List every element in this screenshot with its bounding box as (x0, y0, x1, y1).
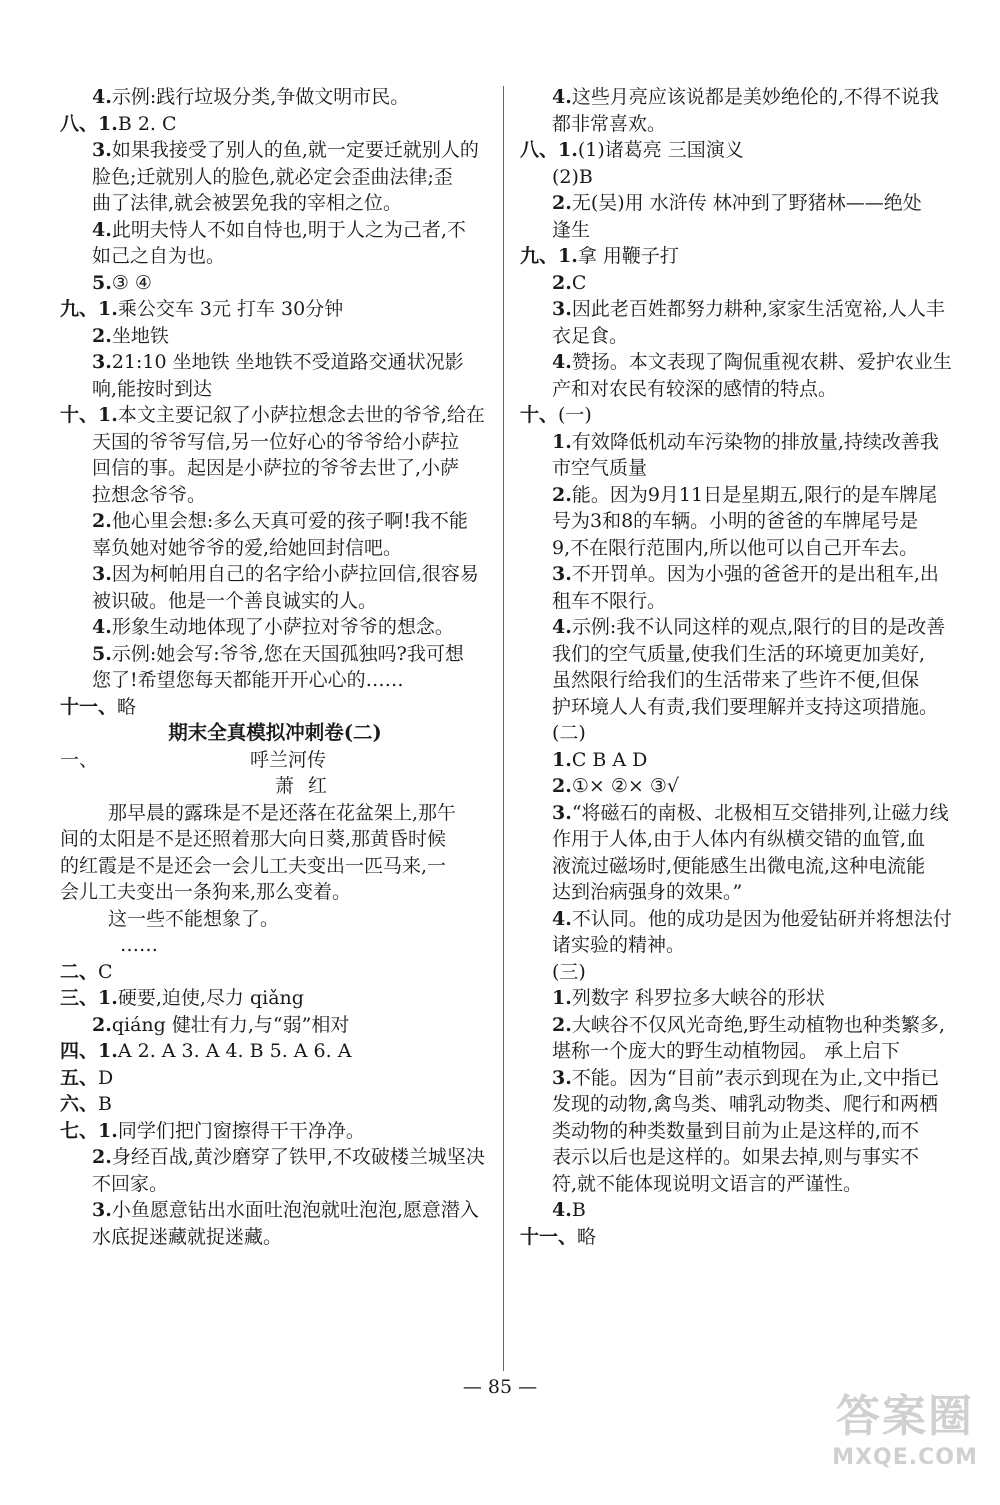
answer-line (60, 349, 490, 376)
section-one-label: 一、 (60, 748, 99, 771)
answer-line (520, 296, 950, 323)
answer-label: 十一、 (60, 695, 118, 718)
answer-line (520, 1012, 950, 1039)
answer-text: C (571, 271, 587, 294)
answer-line (60, 1038, 490, 1065)
answer-line (520, 747, 950, 774)
answer-text: qiáng 健壮有力,与“弱”相对 (111, 1013, 350, 1036)
answer-text: 脸色;迁就别人的脸色,就必定会歪曲法律;歪 (92, 165, 453, 188)
poem-title: 呼兰河传 (250, 748, 327, 771)
answer-label: 2. (552, 192, 572, 214)
answer-text: 市空气质量 (552, 457, 648, 479)
answer-label: 4. (552, 907, 572, 930)
answer-text: 同学们把门窗擦得干干净净。 (117, 1119, 365, 1142)
answer-line (60, 985, 490, 1012)
answer-label: 4. (552, 351, 572, 373)
answer-line (520, 588, 950, 615)
answer-text: “将磁石的南极、北极相互交错排列,让磁力线 (571, 801, 949, 824)
answer-text: 不能。因为“目前”表示到现在为止,文中指已 (571, 1066, 940, 1089)
answer-text: 液流过磁场时,便能感生出微电流,这种电流能 (552, 854, 926, 877)
answer-label: 5. (92, 271, 112, 294)
answer-text: (2)B (552, 165, 593, 188)
answer-line (520, 429, 950, 456)
answer-text: 赞扬。本文表现了陶侃重视农耕、爱护农业生 (571, 351, 952, 373)
answer-text: 如果我接受了别人的鱼,就一定要迁就别人的 (111, 139, 479, 161)
answer-label: 八、1. (520, 139, 578, 161)
answer-line (60, 641, 490, 668)
answer-text: 无(吴)用 水浒传 林冲到了野猪林——绝处 (571, 192, 922, 214)
answer-label: 七、1. (60, 1119, 118, 1142)
answer-text: 天国的爷爷写信,另一位好心的爷爷给小萨拉 (92, 430, 460, 453)
answer-text: 略 (117, 695, 137, 718)
answer-label: 六、 (60, 1093, 99, 1115)
answer-line (520, 1118, 950, 1145)
answer-label: 九、1. (60, 298, 118, 320)
poem-author: 萧红 (275, 775, 342, 797)
answer-label: 2. (92, 510, 112, 532)
poem-ellipsis: …… (120, 934, 158, 956)
answer-label: 4. (552, 1199, 572, 1221)
answer-label: 3. (552, 1066, 572, 1089)
answer-text: 略 (577, 1225, 597, 1248)
answer-line (60, 508, 490, 535)
answer-text: 我们的空气质量,使我们生活的环境更加美好, (552, 642, 926, 665)
answer-line (520, 1171, 950, 1198)
answer-label: 3. (92, 139, 112, 161)
section-title: 期末全真模拟冲刺卷(二) (168, 721, 382, 744)
answer-line (520, 906, 950, 933)
answer-label: 2. (552, 1013, 572, 1036)
answer-text: B (571, 1199, 586, 1221)
answer-text: 您了!希望您每天都能开开心心的…… (92, 669, 404, 691)
answer-line (520, 1197, 950, 1224)
answer-text: 不回家。 (92, 1172, 169, 1195)
answer-label: 二、 (60, 960, 99, 983)
right-column (520, 84, 950, 1250)
answer-text: 大峡谷不仅风光奇绝,野生动植物也种类繁多, (571, 1013, 945, 1036)
answer-text: B 2. C (117, 112, 177, 135)
answer-line (520, 932, 950, 959)
answer-line (520, 1091, 950, 1118)
answer-line (520, 137, 950, 164)
answer-text: B (98, 1093, 112, 1115)
answer-text: 堪称一个庞大的野生动植物园。 承上启下 (552, 1040, 901, 1062)
answer-text: 因此老百姓都努力耕种,家家生活宽裕,人人丰 (571, 298, 945, 320)
answer-label: 4. (92, 86, 112, 108)
watermark-text: 答案圈 (836, 1391, 974, 1442)
answer-line (60, 667, 490, 694)
answer-line (60, 402, 490, 429)
answer-text: 回信的事。起因是小萨拉的爷爷去世了,小萨 (92, 457, 460, 479)
answer-text: 不认同。他的成功是因为他爱钻研并将想法付 (571, 907, 952, 930)
answer-line (520, 985, 950, 1012)
answer-label: 四、1. (60, 1040, 118, 1062)
answer-line (60, 1171, 490, 1198)
answer-line (520, 482, 950, 509)
answer-line (520, 667, 950, 694)
answer-line (60, 561, 490, 588)
answer-label: 3. (552, 298, 572, 320)
answer-label: 2. (92, 324, 112, 347)
answer-label: 十、1. (60, 404, 118, 426)
answer-text: A 2. A 3. A 4. B 5. A 6. A (117, 1040, 352, 1062)
answer-line (520, 84, 950, 111)
answer-text: 表示以后也是这样的。如果去掉,则与事实不 (552, 1146, 920, 1168)
answer-text: (二) (552, 722, 586, 744)
answer-text: 衣足食。 (552, 324, 629, 347)
answer-line (520, 508, 950, 535)
answer-text: 号为3和8的车辆。小明的爸爸的车牌尾号是 (552, 510, 919, 532)
answer-label: 5. (92, 642, 112, 665)
answer-line (60, 270, 490, 297)
answer-text: 被识破。他是一个善良诚实的人。 (92, 589, 378, 612)
answer-text: 不开罚单。因为小强的爸爸开的是出租车,出 (571, 563, 939, 585)
answer-line (60, 455, 490, 482)
answer-line (60, 959, 490, 986)
answer-line (60, 614, 490, 641)
answer-text: 乘公交车 3元 打车 30分钟 (117, 298, 344, 320)
answer-line (60, 84, 490, 111)
answer-line (520, 243, 950, 270)
answer-text: D (98, 1066, 114, 1089)
answer-label: 1. (552, 430, 572, 453)
answer-line (60, 1065, 490, 1092)
answer-line (520, 720, 950, 747)
answer-text: 这些月亮应该说都是美妙绝伦的,不得不说我 (571, 86, 939, 108)
poem-line: 间的太阳是不是还照着那大向日葵,那黄昏时候 (60, 828, 447, 850)
answer-label: 十一、 (520, 1225, 578, 1248)
answer-line (520, 614, 950, 641)
answer-text: 此明夫恃人不如自恃也,明于人之为己者,不 (111, 218, 466, 241)
answer-text: 有效降低机动车污染物的排放量,持续改善我 (571, 430, 939, 453)
answer-line (520, 270, 950, 297)
answer-label: 3. (92, 563, 112, 585)
answer-text: 他心里会想:多么天真可爱的孩子啊!我不能 (111, 510, 468, 532)
answer-line (60, 1224, 490, 1251)
answer-text: 示例:践行垃圾分类,争做文明市民。 (111, 86, 410, 108)
answer-text: 示例:她会写:爷爷,您在天国孤独吗?我可想 (111, 642, 464, 665)
answer-label: 3. (552, 801, 572, 824)
poem-title-line (60, 747, 490, 774)
answer-text: ③ ④ (111, 271, 152, 294)
answer-label: 2. (552, 775, 572, 797)
answer-label: 九、1. (520, 245, 578, 267)
answer-text: 符,就不能体现说明文语言的严谨性。 (552, 1172, 863, 1195)
answer-text: 拿 用鞭子打 (577, 245, 679, 267)
answer-text: 坐地铁 (111, 324, 169, 347)
answer-text: 诸实验的精神。 (552, 934, 686, 956)
answer-text: 虽然限行给我们的生活带来了些许不便,但保 (552, 669, 920, 691)
answer-line (520, 1038, 950, 1065)
answer-label: 3. (552, 563, 572, 585)
poem-line: 的红霞是不是还会一会儿工夫变出一匹马来,一 (60, 854, 447, 877)
page-number: — 85 — (462, 1376, 538, 1398)
answer-text: 租车不限行。 (552, 589, 667, 612)
answer-line (60, 137, 490, 164)
answer-line (520, 376, 950, 403)
answer-text: 类动物的种类数量到目前为止是这样的,而不 (552, 1119, 920, 1142)
answer-text: 水底捉迷藏就捉迷藏。 (92, 1225, 283, 1248)
answer-line (520, 190, 950, 217)
answer-line (520, 826, 950, 853)
poem-line-last: 这一些不能想象了。 (108, 907, 280, 930)
answer-line (520, 111, 950, 138)
answer-text: 响,能按时到达 (92, 377, 213, 400)
answer-line (60, 535, 490, 562)
answer-label: 2. (92, 1013, 112, 1036)
answer-line (60, 429, 490, 456)
answer-line (520, 800, 950, 827)
column-divider (503, 86, 504, 1371)
answer-line (60, 588, 490, 615)
answer-text: 作用于人体,由于人体内有纵横交错的血管,血 (552, 828, 926, 850)
answer-text: 21:10 坐地铁 坐地铁不受道路交通状况影 (111, 351, 464, 373)
answer-line (60, 694, 490, 721)
answer-line (520, 402, 950, 429)
answer-text: 都非常喜欢。 (552, 112, 667, 135)
answer-text: (三) (552, 960, 586, 983)
watermark-domain: MXQE.COM (832, 1445, 978, 1470)
answer-text: 辜负她对她爷爷的爱,给她回封信吧。 (92, 536, 403, 559)
answer-line (60, 1091, 490, 1118)
answer-line (520, 879, 950, 906)
answer-label: 三、1. (60, 987, 118, 1009)
answer-line (520, 349, 950, 376)
answer-line (520, 217, 950, 244)
answer-line (60, 111, 490, 138)
answer-text: ①× ②× ③√ (571, 775, 679, 797)
answer-text: 拉想念爷爷。 (92, 483, 207, 506)
answer-line (60, 1144, 490, 1171)
answer-text: 达到治病强身的效果。” (552, 881, 743, 903)
answer-line (520, 694, 950, 721)
answer-label: 4. (552, 86, 572, 108)
answer-label: 1. (552, 987, 572, 1009)
answer-line (60, 1118, 490, 1145)
answer-text: 逢生 (552, 218, 591, 241)
answer-line (60, 482, 490, 509)
answer-text: 身经百战,黄沙磨穿了铁甲,不攻破楼兰城坚决 (111, 1146, 485, 1168)
answer-label: 4. (92, 616, 112, 638)
answer-text: 形象生动地体现了小萨拉对爷爷的想念。 (111, 616, 454, 638)
answer-text: 如己之自为也。 (92, 245, 226, 267)
answer-label: 八、1. (60, 112, 118, 135)
answer-label: 3. (92, 351, 112, 373)
answer-text: (1)诸葛亮 三国演义 (577, 139, 744, 161)
answer-label: 3. (92, 1199, 112, 1221)
answer-text: 硬要,迫使,尽力 qiǎng (117, 987, 304, 1009)
answer-text: 产和对农民有较深的感情的特点。 (552, 377, 838, 400)
watermark-logo (830, 1389, 980, 1489)
answer-line (60, 323, 490, 350)
answer-label: 2. (552, 271, 572, 294)
answer-text: 能。因为9月11日是星期五,限行的是车牌尾 (571, 483, 938, 506)
answer-label: 4. (92, 218, 112, 241)
answer-line (520, 561, 950, 588)
answer-line (520, 323, 950, 350)
answer-line (60, 296, 490, 323)
answer-line (520, 1065, 950, 1092)
answer-text: 因为柯帕用自己的名字给小萨拉回信,很容易 (111, 563, 479, 585)
answer-text: C (98, 960, 113, 983)
answer-label: 1. (552, 748, 572, 771)
answer-line (60, 243, 490, 270)
answer-text: 发现的动物,禽鸟类、哺乳动物类、爬行和两栖 (552, 1093, 939, 1115)
answer-text: 本文主要记叙了小萨拉想念去世的爷爷,给在 (117, 404, 485, 426)
left-column (60, 84, 490, 1250)
answer-line (520, 455, 950, 482)
answer-text: 9,不在限行范围内,所以他可以自己开车去。 (552, 536, 919, 559)
answer-line (520, 773, 950, 800)
answer-line (520, 641, 950, 668)
answer-line (520, 1144, 950, 1171)
answer-label: 2. (552, 483, 572, 506)
answer-line (60, 217, 490, 244)
answer-line (520, 164, 950, 191)
answer-line (60, 190, 490, 217)
poem-line: 会儿工夫变出一条狗来,那么变着。 (60, 881, 352, 903)
answer-line (520, 535, 950, 562)
answer-line (60, 1012, 490, 1039)
answer-text: 护环境人人有责,我们要理解并支持这项措施。 (552, 695, 939, 718)
answer-text: 示例:我不认同这样的观点,限行的目的是改善 (571, 616, 946, 638)
answer-label: 五、 (60, 1066, 99, 1089)
answer-text: 列数字 科罗拉多大峡谷的形状 (571, 987, 825, 1009)
answer-text: 小鱼愿意钻出水面吐泡泡就吐泡泡,愿意潜入 (111, 1199, 479, 1221)
answer-label: 4. (552, 616, 572, 638)
answer-text: C B A D (571, 748, 648, 771)
answer-line (520, 853, 950, 880)
answer-line (60, 164, 490, 191)
answer-text: 曲了法律,就会被罢免我的宰相之位。 (92, 192, 403, 214)
answer-label: 十、 (520, 404, 559, 426)
answer-line (520, 959, 950, 986)
poem-line: 那早晨的露珠是不是还落在花盆架上,那午 (108, 801, 457, 824)
answer-text: (一) (558, 404, 592, 426)
answer-line (520, 1224, 950, 1251)
answer-line (60, 1197, 490, 1224)
answer-label: 2. (92, 1146, 112, 1168)
answer-line (60, 376, 490, 403)
